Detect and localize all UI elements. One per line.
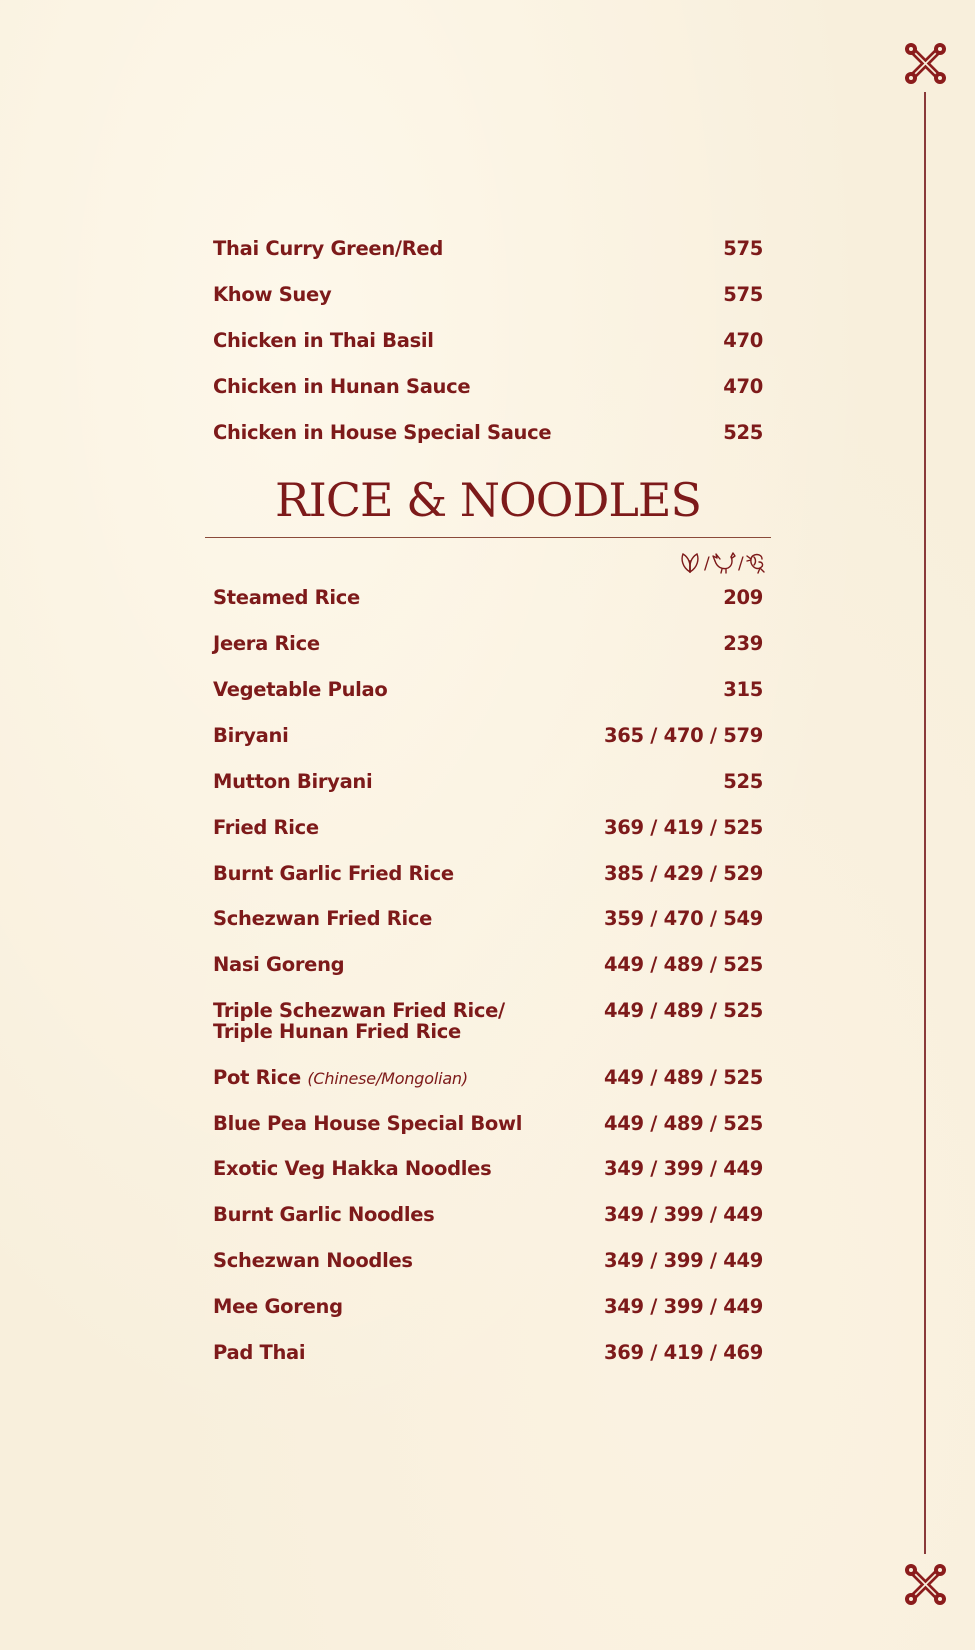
menu-item	[213, 1000, 763, 1044]
chicken-icon	[713, 553, 735, 573]
item-price: 315	[723, 678, 763, 701]
svg-text:/: /	[738, 554, 744, 574]
item-name: Biryani	[213, 724, 289, 747]
item-price: 349 / 399 / 449	[603, 1157, 763, 1180]
svg-text:/: /	[704, 554, 710, 574]
section-divider	[205, 537, 771, 538]
item-name: Mee Goreng	[213, 1295, 343, 1318]
item-note: (Chinese/Mongolian)	[307, 1069, 468, 1088]
item-name: Chicken in Hunan Sauce	[213, 375, 471, 398]
item-price: 470	[723, 329, 763, 352]
item-name: Pot Rice	[213, 1066, 301, 1089]
item-name: Triple Schezwan Fried Rice/	[213, 999, 505, 1022]
item-name-wrap	[213, 1067, 468, 1090]
item-price: 449 / 489 / 525	[603, 1112, 763, 1135]
item-name: Chicken in Thai Basil	[213, 329, 434, 352]
item-price: 525	[723, 421, 763, 444]
item-name: Vegetable Pulao	[213, 678, 388, 701]
item-price: 369 / 419 / 525	[603, 816, 763, 839]
item-price: 365 / 470 / 579	[603, 724, 763, 747]
item-price: 239	[723, 632, 763, 655]
prawn-icon	[747, 555, 764, 574]
item-name: Schezwan Fried Rice	[213, 907, 433, 930]
item-name: Mutton Biryani	[213, 770, 373, 793]
item-name: Pad Thai	[213, 1341, 306, 1364]
item-name: Fried Rice	[213, 816, 319, 839]
item-price: 525	[723, 770, 763, 793]
item-name: Schezwan Noodles	[213, 1249, 413, 1272]
item-price: 449 / 489 / 525	[603, 1066, 763, 1089]
item-name: Jeera Rice	[213, 632, 320, 655]
vertical-border-line	[924, 92, 926, 1554]
item-price: 449 / 489 / 525	[603, 999, 763, 1022]
item-name: Burnt Garlic Noodles	[213, 1203, 435, 1226]
veg-leaf-icon	[682, 554, 698, 572]
item-name-line2: Triple Hunan Fried Rice	[213, 1020, 461, 1043]
item-price: 349 / 399 / 449	[603, 1249, 763, 1272]
item-price: 575	[723, 283, 763, 306]
item-name: Thai Curry Green/Red	[213, 237, 444, 260]
item-price: 449 / 489 / 525	[603, 953, 763, 976]
item-name: Burnt Garlic Fried Rice	[213, 862, 454, 885]
item-name: Chicken in House Special Sauce	[213, 421, 552, 444]
item-price: 470	[723, 375, 763, 398]
item-name: Exotic Veg Hakka Noodles	[213, 1157, 492, 1180]
item-name: Blue Pea House Special Bowl	[213, 1112, 523, 1135]
item-price: 209	[723, 586, 763, 609]
cross-knot-icon	[903, 1562, 948, 1607]
diet-icons	[678, 551, 768, 575]
item-price: 575	[723, 237, 763, 260]
section-title: RICE & NOODLES	[275, 473, 701, 527]
cross-knot-icon	[903, 41, 948, 86]
item-name: Nasi Goreng	[213, 953, 345, 976]
item-price: 359 / 470 / 549	[603, 907, 763, 930]
item-name: Steamed Rice	[213, 586, 360, 609]
item-price: 369 / 419 / 469	[603, 1341, 763, 1364]
item-name: Khow Suey	[213, 283, 332, 306]
item-price: 385 / 429 / 529	[603, 862, 763, 885]
item-price: 349 / 399 / 449	[603, 1203, 763, 1226]
item-price: 349 / 399 / 449	[603, 1295, 763, 1318]
